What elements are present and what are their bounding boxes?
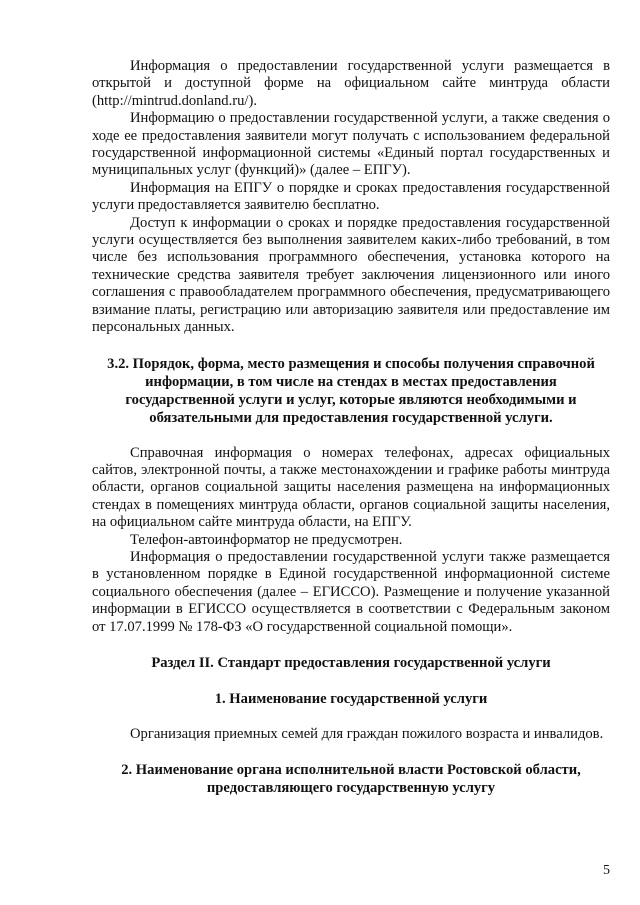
spacer xyxy=(92,337,610,355)
document-page xyxy=(92,58,610,797)
spacer xyxy=(92,427,610,445)
paragraph-info-placement: Информация о предоставлении государственной услуги размещается в открытой и доступной форме на официальном сайте минтруда области (http://mintrud.donland.ru/). xyxy=(92,58,610,109)
paragraph-service-name: Организация приемных семей для граждан пожилого возраста и инвалидов. xyxy=(130,725,604,742)
page-number: 5 xyxy=(603,863,610,878)
spacer xyxy=(92,672,610,690)
paragraph-autoinformer: Телефон-автоинформатор не предусмотрен. xyxy=(130,531,403,548)
heading-authority: 2. Наименование органа исполнительной власти Ростовской области, предоставляющего государственную услугу xyxy=(121,762,581,797)
spacer xyxy=(92,636,610,654)
paragraph-reference-info: Справочная информация о номерах телефонах, адресах официальных сайтов, электронной почты, а также местонахождении и графике работы минтруда области, органов социальной защиты населения размещена на информационных стендах в помещениях минтруда области, органов социальной защиты населения, на официальном сайте минтруда области, на ЕПГУ. xyxy=(92,444,610,531)
paragraph-access-info: Доступ к информации о сроках и порядке предоставления государственной услуги осуществляется без выполнения заявителем каких-либо требований, в том числе без использования программного обеспечения, установка которого на технические средства заявителя требует заключения лицензионного или иного соглашения с правообладателем программного обеспечения, предусматривающего взимание платы, регистрацию или авторизацию заявителя или предоставление им персональных данных. xyxy=(92,214,610,336)
spacer xyxy=(92,743,610,761)
spacer xyxy=(92,708,610,726)
paragraph-egisso: Информация о предоставлении государственной услуги также размещается в установленном порядке в Единой государственной информационной системе социального обеспечения (далее – ЕГИССО). Размещение и получение указанной информации в ЕГИССО осуществляется в соответствии с Федеральным законом от 17.07.1999 № 178-ФЗ «О государственной социальной помощи». xyxy=(92,548,610,635)
section-2-heading: Раздел II. Стандарт предоставления государственной услуги xyxy=(151,654,551,671)
paragraph-free-info: Информация на ЕПГУ о порядке и сроках предоставления государственной услуги предоставляется заявителю бесплатно. xyxy=(92,179,610,214)
heading-service-name: 1. Наименование государственной услуги xyxy=(214,690,488,707)
paragraph-epgu-info: Информацию о предоставлении государственной услуги, а также сведения о ходе ее предоставления заявители могут получать с использованием федеральной государственной информационной системы «Единый портал государственных и муниципальных услуг (функций)» (далее – ЕПГУ). xyxy=(92,110,610,179)
heading-3-2: 3.2. Порядок, форма, место размещения и способы получения справочной информации, в том числе на стендах в местах предоставления государственной услуги и услуг, которые являются необходимыми и обязательными для предоставления государственной услуги. xyxy=(107,355,595,426)
